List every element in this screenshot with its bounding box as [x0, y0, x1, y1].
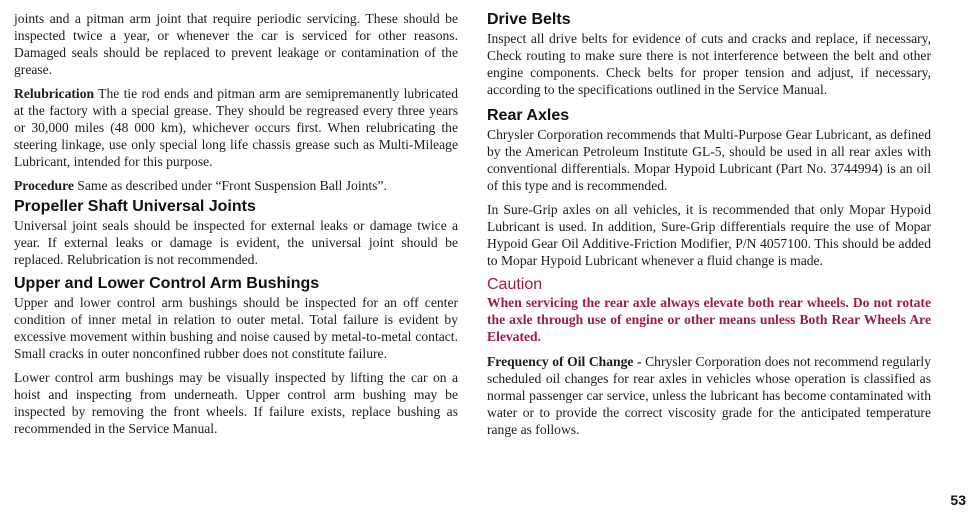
- intro-paragraph: joints and a pitman arm joint that require periodic servicing. These should be inspected twice a year, or whenever the car is serviced for other reasons. Damaged seals should be replaced to prevent leakage or contamination of the grease.: [14, 11, 458, 77]
- caution-heading: Caution: [487, 276, 543, 293]
- right-column: [487, 10, 931, 445]
- procedure-label: Procedure: [14, 178, 74, 193]
- drive-belts-paragraph: Inspect all drive belts for evidence of cuts and cracks and replace, if necessary, Check routing to make sure there is not interference between the belt and other engine components. Check belts for proper tension and adjust, if necessary, according to the specifications outlined in the Service Manual.: [487, 31, 931, 97]
- rear-axles-paragraph-1: Chrysler Corporation recommends that Multi-Purpose Gear Lubricant, as defined by the American Petroleum Institute GL-5, should be used in all rear axles with conventional differentials. Mopar Hypoid Lubricant (Part No. 3744994) is an oil of this type and is recommended.: [487, 127, 931, 193]
- rear-axles-heading: Rear Axles: [487, 107, 570, 124]
- relubrication-paragraph: [14, 85, 458, 170]
- propeller-shaft-paragraph: Universal joint seals should be inspected for external leaks or damage twice a year. If external leaks or damage is evident, the universal joint should be replaced. Relubrication is not recommended.: [14, 218, 458, 267]
- oil-change-text: Chrysler Corporation does not recommend regularly scheduled oil changes for rear axles in vehicles whose operation is classified as normal passenger car service, unless the lubricant has become contaminated with water or to provide the correct viscosity grade for the anticipated temperature range as follows.: [487, 354, 931, 437]
- control-arm-bushings-heading: Upper and Lower Control Arm Bushings: [14, 275, 320, 292]
- control-arm-bushings-paragraph-1: Upper and lower control arm bushings should be inspected for an off center condition of inner metal in relation to outer metal. Total failure is evident by excessive movement within bushing and noise caused by metal-to-metal contact. Small cracks in outer nonconfined rubber does not constitute failure.: [14, 295, 458, 361]
- drive-belts-heading: Drive Belts: [487, 11, 571, 28]
- procedure-text: Same as described under “Front Suspension Ball Joints”.: [73, 178, 387, 193]
- control-arm-bushings-paragraph-2: Lower control arm bushings may be visually inspected by lifting the car on a hoist and inspecting from underneath. Upper control arm bushing may be inspected by removing the front wheels. If failure exists, replace bushing as recommended in the Service Manual.: [14, 370, 458, 436]
- relubrication-label: Relubrication: [14, 86, 95, 101]
- oil-change-paragraph: [487, 353, 931, 438]
- left-column: [14, 10, 458, 444]
- page-number: 53: [950, 492, 966, 508]
- caution-paragraph: When servicing the rear axle always elevate both rear wheels. Do not rotate the axle through use of engine or other means unless Both Rear Wheels Are Elevated.: [487, 295, 931, 344]
- relubrication-text: The tie rod ends and pitman arm are semipremanently lubricated at the factory with a special grease. They should be regreased every three years or 30,000 miles (48 000 km), whichever occurs first. When relubricating the steering linkage, use only special long life chassis grease such as Multi-Mileage Lubricant, intended for this purpose.: [14, 86, 458, 169]
- procedure-paragraph: [14, 177, 458, 194]
- oil-change-label: Frequency of Oil Change -: [487, 354, 642, 369]
- propeller-shaft-heading: Propeller Shaft Universal Joints: [14, 198, 256, 215]
- rear-axles-paragraph-2: In Sure-Grip axles on all vehicles, it is recommended that only Mopar Hypoid Lubricant is used. In addition, Sure-Grip differentials require the use of Mopar Hypoid Gear Oil Additive-Friction Modifier, P/N 4057100. This should be added to Mopar Hypoid Lubricant whenever a fluid change is made.: [487, 202, 931, 268]
